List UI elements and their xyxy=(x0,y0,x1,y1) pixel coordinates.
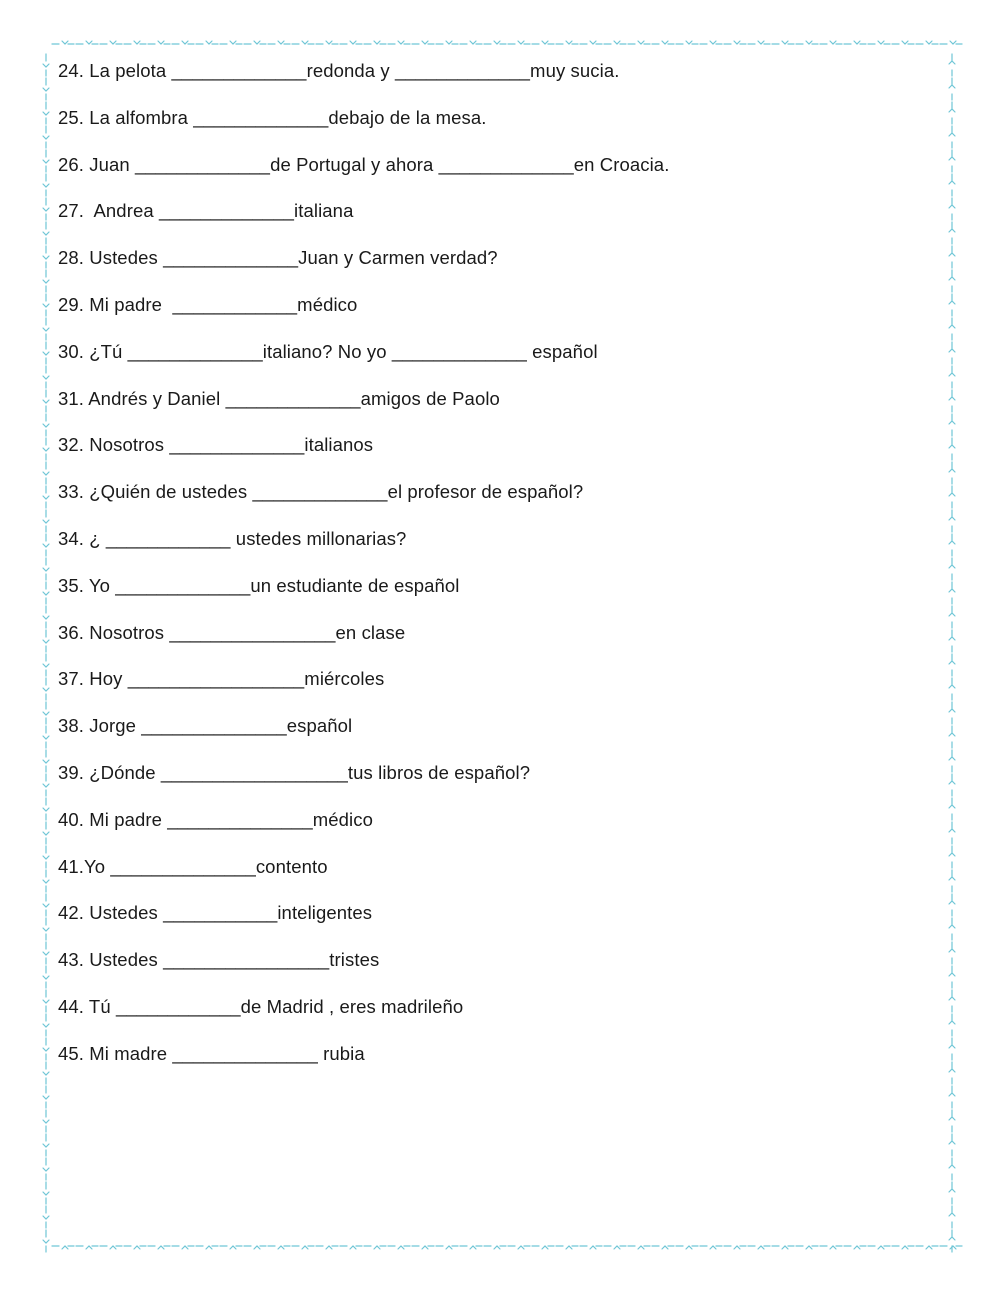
border-top-mark xyxy=(580,41,602,44)
border-top-mark xyxy=(388,41,410,44)
border-right-mark xyxy=(949,222,955,244)
border-left-mark xyxy=(43,246,49,268)
border-right-mark xyxy=(949,510,955,532)
exercise-42: 42. Ustedes ___________inteligentes xyxy=(58,902,373,924)
exercise-28: 28. Ustedes _____________Juan y Carmen verdad? xyxy=(58,247,498,269)
border-bottom-mark xyxy=(220,1246,242,1249)
border-right-mark xyxy=(949,294,955,316)
border-top-mark xyxy=(52,41,74,44)
border-right-mark xyxy=(949,534,955,556)
exercise-36: 36. Nosotros ________________en clase xyxy=(58,621,406,643)
border-left-mark xyxy=(43,606,49,628)
exercise-43: 43. Ustedes ________________tristes xyxy=(58,949,380,971)
border-top-mark xyxy=(460,41,482,44)
exercise-31: 31. Andrés y Daniel _____________amigos de Paolo xyxy=(58,387,500,409)
border-right-mark xyxy=(949,318,955,340)
border-top-mark xyxy=(196,41,218,44)
border-bottom-mark xyxy=(556,1246,578,1249)
border-bottom-mark xyxy=(148,1246,170,1249)
border-top-mark xyxy=(892,41,914,44)
border-right-mark xyxy=(949,246,955,268)
border-right-mark xyxy=(949,870,955,892)
border-right-mark xyxy=(949,990,955,1012)
border-left-mark xyxy=(43,270,49,292)
border-right-mark xyxy=(949,630,955,652)
border-right-mark xyxy=(949,342,955,364)
border-top-mark xyxy=(244,41,266,44)
border-left-mark xyxy=(43,1038,49,1060)
border-left-mark xyxy=(43,150,49,172)
border-left-mark xyxy=(43,390,49,412)
border-left-mark xyxy=(43,102,49,124)
border-top-mark xyxy=(700,41,722,44)
border-top-mark xyxy=(412,41,434,44)
exercise-34: 34. ¿ ____________ ustedes millonarias? xyxy=(58,527,407,549)
border-top-mark xyxy=(172,41,194,44)
border-left-mark xyxy=(43,870,49,892)
border-bottom-mark xyxy=(844,1246,866,1249)
border-right-mark xyxy=(949,78,955,100)
border-left-mark xyxy=(43,726,49,748)
exercise-32: 32. Nosotros _____________italianos xyxy=(58,434,374,456)
border-bottom-mark xyxy=(580,1246,602,1249)
border-top-mark xyxy=(676,41,698,44)
border-top-mark xyxy=(652,41,674,44)
border-bottom-mark xyxy=(796,1246,818,1249)
border-left-mark xyxy=(43,174,49,196)
border-right-mark xyxy=(949,774,955,796)
border-bottom-mark xyxy=(916,1246,938,1249)
border-right-mark xyxy=(949,894,955,916)
border-left-mark xyxy=(43,798,49,820)
border-top-mark xyxy=(124,41,146,44)
exercise-45: 45. Mi madre ______________ rubia xyxy=(58,1042,365,1064)
border-bottom-mark xyxy=(604,1246,626,1249)
border-right-mark xyxy=(949,1038,955,1060)
border-bottom-mark xyxy=(460,1246,482,1249)
border-bottom-mark xyxy=(484,1246,506,1249)
border-bottom-mark xyxy=(52,1246,74,1249)
border-bottom-mark xyxy=(772,1246,794,1249)
border-right-mark xyxy=(949,582,955,604)
border-left-mark xyxy=(43,654,49,676)
exercise-29: 29. Mi padre ____________médico xyxy=(58,293,358,315)
border-top-mark xyxy=(484,41,506,44)
border-top-mark xyxy=(724,41,746,44)
border-right-mark xyxy=(949,174,955,196)
border-right-mark xyxy=(949,366,955,388)
border-right-mark xyxy=(949,150,955,172)
border-right-mark xyxy=(949,654,955,676)
border-top-mark xyxy=(628,41,650,44)
border-top-mark xyxy=(868,41,890,44)
border-left-mark xyxy=(43,966,49,988)
border-left-mark xyxy=(43,582,49,604)
border-right-mark xyxy=(949,1182,955,1204)
border-left-mark xyxy=(43,414,49,436)
border-right-mark xyxy=(949,822,955,844)
border-top-mark xyxy=(748,41,770,44)
border-right-mark xyxy=(949,606,955,628)
border-top-mark xyxy=(76,41,98,44)
border-bottom-mark xyxy=(340,1246,362,1249)
exercise-26: 26. Juan _____________de Portugal y ahora _____________en Croacia. xyxy=(58,153,670,175)
border-right-mark xyxy=(949,1206,955,1228)
border-right-mark xyxy=(949,414,955,436)
exercise-38: 38. Jorge ______________español xyxy=(58,715,353,737)
border-left-mark xyxy=(43,1182,49,1204)
border-left-mark xyxy=(43,702,49,724)
border-bottom-mark xyxy=(508,1246,530,1249)
border-left-mark xyxy=(43,558,49,580)
border-bottom-mark xyxy=(124,1246,146,1249)
border-left-mark xyxy=(43,534,49,556)
border-bottom-mark xyxy=(532,1246,554,1249)
exercise-44: 44. Tú ____________de Madrid , eres madrileño xyxy=(58,995,464,1017)
border-bottom-mark xyxy=(892,1246,914,1249)
border-right-mark xyxy=(949,1062,955,1084)
border-left-mark xyxy=(43,222,49,244)
border-top-mark xyxy=(916,41,938,44)
border-right-mark xyxy=(949,126,955,148)
border-left-mark xyxy=(43,198,49,220)
border-left-mark xyxy=(43,1086,49,1108)
border-left-mark xyxy=(43,894,49,916)
border-top-mark xyxy=(436,41,458,44)
border-right-mark xyxy=(949,1134,955,1156)
border-left-mark xyxy=(43,294,49,316)
border-right-mark xyxy=(949,462,955,484)
border-bottom-mark xyxy=(820,1246,842,1249)
border-bottom-mark xyxy=(724,1246,746,1249)
border-right-mark xyxy=(949,558,955,580)
border-top-mark xyxy=(532,41,554,44)
exercise-25: 25. La alfombra _____________debajo de la mesa. xyxy=(58,106,487,128)
border-right-mark xyxy=(949,1158,955,1180)
border-left-mark xyxy=(43,318,49,340)
border-bottom-mark xyxy=(868,1246,890,1249)
exercise-30: 30. ¿Tú _____________italiano? No yo _____________ español xyxy=(58,340,598,362)
border-bottom-mark xyxy=(292,1246,314,1249)
border-top-mark xyxy=(772,41,794,44)
border-left-mark xyxy=(43,918,49,940)
border-right-mark xyxy=(949,438,955,460)
border-bottom-mark xyxy=(388,1246,410,1249)
border-left-mark xyxy=(43,126,49,148)
border-left-mark xyxy=(43,1014,49,1036)
border-right-mark xyxy=(949,102,955,124)
border-bottom-mark xyxy=(436,1246,458,1249)
border-top-mark xyxy=(820,41,842,44)
border-left-mark xyxy=(43,822,49,844)
border-left-mark xyxy=(43,1230,49,1252)
border-bottom-mark xyxy=(244,1246,266,1249)
border-bottom-mark xyxy=(196,1246,218,1249)
border-left-mark xyxy=(43,510,49,532)
border-left-mark xyxy=(43,750,49,772)
border-right-mark xyxy=(949,726,955,748)
border-left-mark xyxy=(43,342,49,364)
border-left-mark xyxy=(43,462,49,484)
exercise-27: 27. Andrea _____________italiana xyxy=(58,200,354,222)
border-top-mark xyxy=(100,41,122,44)
border-left-mark xyxy=(43,990,49,1012)
border-left-mark xyxy=(43,678,49,700)
border-bottom-mark xyxy=(76,1246,98,1249)
border-left-mark xyxy=(43,942,49,964)
border-left-mark xyxy=(43,1062,49,1084)
border-left-mark xyxy=(43,438,49,460)
exercise-40: 40. Mi padre ______________médico xyxy=(58,808,373,830)
border-top-mark xyxy=(268,41,290,44)
border-top-mark xyxy=(940,41,962,44)
border-bottom-mark xyxy=(316,1246,338,1249)
border-left-mark xyxy=(43,54,49,76)
border-bottom-mark xyxy=(652,1246,674,1249)
border-bottom-mark xyxy=(268,1246,290,1249)
border-right-mark xyxy=(949,1086,955,1108)
border-top-mark xyxy=(340,41,362,44)
border-top-mark xyxy=(556,41,578,44)
border-left-mark xyxy=(43,366,49,388)
border-right-mark xyxy=(949,486,955,508)
border-right-mark xyxy=(949,1230,955,1252)
exercise-37: 37. Hoy _________________miércoles xyxy=(58,668,385,690)
border-left-mark xyxy=(43,1158,49,1180)
border-right-mark xyxy=(949,942,955,964)
border-bottom-mark xyxy=(628,1246,650,1249)
border-bottom-mark xyxy=(940,1246,962,1249)
border-top-mark xyxy=(316,41,338,44)
border-top-mark xyxy=(796,41,818,44)
border-left-mark xyxy=(43,1110,49,1132)
border-right-mark xyxy=(949,198,955,220)
border-right-mark xyxy=(949,1014,955,1036)
border-bottom-mark xyxy=(100,1246,122,1249)
exercise-list xyxy=(58,57,938,1087)
exercise-24: 24. La pelota _____________redonda y _____________muy sucia. xyxy=(58,60,620,81)
border-right-mark xyxy=(949,270,955,292)
border-left-mark xyxy=(43,1206,49,1228)
exercise-33: 33. ¿Quién de ustedes _____________el profesor de español? xyxy=(58,481,584,503)
border-right-mark xyxy=(949,798,955,820)
border-left-mark xyxy=(43,78,49,100)
border-left-mark xyxy=(43,486,49,508)
border-right-mark xyxy=(949,750,955,772)
border-top-mark xyxy=(364,41,386,44)
border-left-mark xyxy=(43,1134,49,1156)
border-bottom-mark xyxy=(172,1246,194,1249)
border-left-mark xyxy=(43,630,49,652)
border-top-mark xyxy=(148,41,170,44)
border-left-mark xyxy=(43,774,49,796)
exercise-41: 41.Yo ______________contento xyxy=(58,855,328,877)
border-right-mark xyxy=(949,390,955,412)
border-right-mark xyxy=(949,54,955,76)
border-right-mark xyxy=(949,702,955,724)
border-bottom-mark xyxy=(748,1246,770,1249)
border-left-mark xyxy=(43,846,49,868)
border-bottom-mark xyxy=(364,1246,386,1249)
border-top-mark xyxy=(220,41,242,44)
border-top-mark xyxy=(508,41,530,44)
border-right-mark xyxy=(949,678,955,700)
border-bottom-mark xyxy=(700,1246,722,1249)
border-right-mark xyxy=(949,966,955,988)
border-bottom-mark xyxy=(676,1246,698,1249)
border-top-mark xyxy=(604,41,626,44)
border-top-mark xyxy=(844,41,866,44)
border-top-mark xyxy=(292,41,314,44)
border-right-mark xyxy=(949,1110,955,1132)
exercise-39: 39. ¿Dónde __________________tus libros de español? xyxy=(58,761,531,783)
border-right-mark xyxy=(949,918,955,940)
border-bottom-mark xyxy=(412,1246,434,1249)
border-right-mark xyxy=(949,846,955,868)
exercise-35: 35. Yo _____________un estudiante de español xyxy=(58,574,460,596)
